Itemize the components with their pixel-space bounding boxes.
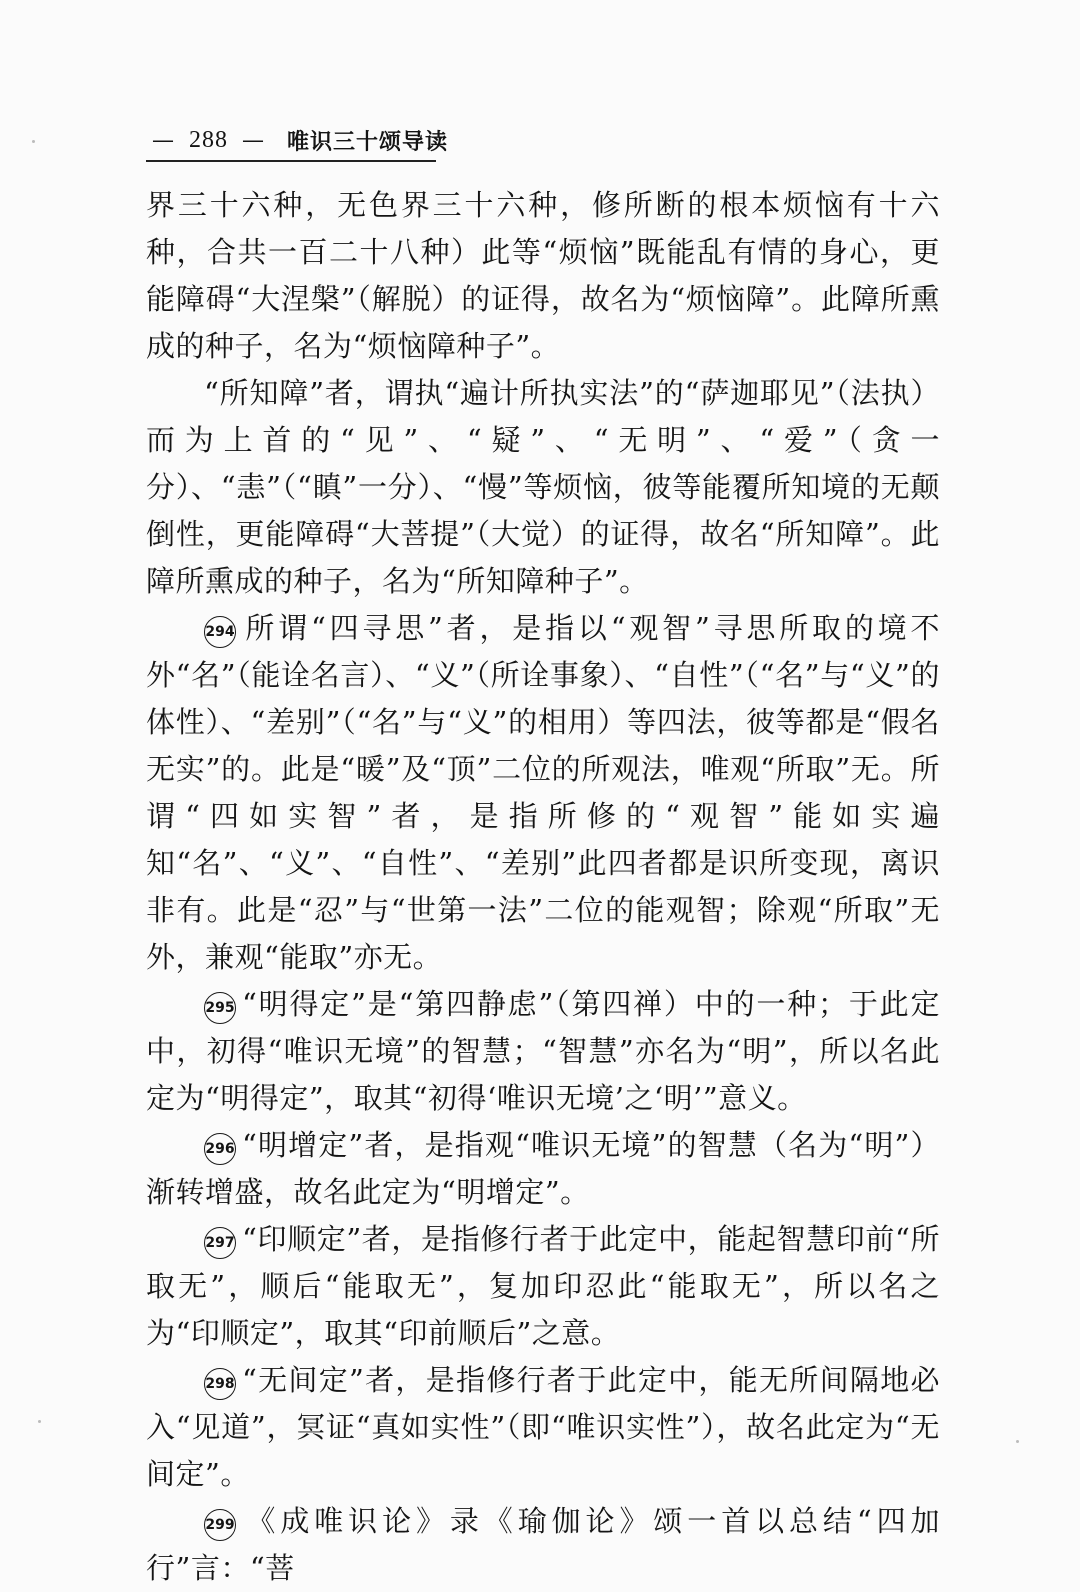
note-text: “明增定”者，是指观“唯识无境”的智慧（名为“明”）渐转增盛，故名此定为“明增定”。 [146, 1128, 940, 1209]
scan-speck [38, 1420, 41, 1423]
note-number-badge: 295 [204, 992, 236, 1024]
paragraph-continued [146, 182, 940, 370]
note-number-badge: 296 [204, 1133, 236, 1165]
book-title: 唯识三十颂导读 [287, 129, 449, 155]
note-text: “无间定”者，是指修行者于此定中，能无所间隔地必入“见道”，冥证“真如实性”（即“唯识实性”），故名此定为“无间定”。 [146, 1363, 940, 1491]
note-text: 《成唯识论》录《瑜伽论》颂一首以总结“四加行”言：“菩 [146, 1504, 940, 1585]
note-number-badge: 298 [204, 1368, 236, 1400]
note-number-badge: 297 [204, 1227, 236, 1259]
note-299 [146, 1498, 940, 1592]
header-rule [146, 160, 436, 162]
note-297 [146, 1216, 940, 1357]
note-295 [146, 981, 940, 1122]
note-text: “印顺定”者，是指修行者于此定中，能起智慧印前“所取无”，顺后“能取无”，复加印忍此“能取无”，所以名之为“印顺定”，取其“印前顺后”之意。 [146, 1222, 940, 1350]
page-number: 288 [189, 126, 228, 153]
running-header [146, 124, 448, 156]
note-298 [146, 1357, 940, 1498]
note-text: “明得定”是“第四静虑”（第四禅）中的一种；于此定中，初得“唯识无境”的智慧；“智慧”亦名为“明”，所以名此定为“明得定”，取其“初得‘唯识无境’之‘明’”意义。 [146, 987, 940, 1115]
note-number-badge: 294 [204, 616, 236, 648]
paragraph-text: “所知障”者，谓执“遍计所执实法”的“萨迦耶见”（法执）而为上首的“见”、“疑”、“无明”、“爱”（贪一分）、“恚”（“瞋”一分）、“慢”等烦恼，彼等能覆所知境的无颠倒性，更能障碍“大菩提”（大觉）的证得，故名“所知障”。此障所熏成的种子，名为“所知障种子”。 [146, 376, 940, 598]
paragraph [146, 370, 940, 605]
scan-speck [32, 140, 35, 143]
header-dash-right: — [242, 127, 265, 153]
body-text [146, 182, 940, 1592]
note-296 [146, 1122, 940, 1216]
note-text: 所谓“四寻思”者，是指以“观智”寻思所取的境不外“名”（能诠名言）、“义”（所诠事象）、“自性”（“名”与“义”的体性）、“差别”（“名”与“义”的相用）等四法，彼等都是“假名无实”的。此是“暖”及“顶”二位的所观法，唯观“所取”无。所谓“四如实智”者，是指所修的“观智”能如实遍知“名”、“义”、“自性”、“差别”此四者都是识所变现，离识非有。此是“忍”与“世第一法”二位的能观智；除观“所取”无外，兼观“能取”亦无。 [146, 611, 940, 974]
note-number-badge: 299 [204, 1509, 236, 1541]
paragraph-text: 界三十六种，无色界三十六种，修所断的根本烦恼有十六种，合共一百二十八种）此等“烦恼”既能乱有情的身心，更能障碍“大涅槃”（解脱）的证得，故名为“烦恼障”。此障所熏成的种子，名为“烦恼障种子”。 [146, 188, 940, 363]
note-294 [146, 605, 940, 981]
scan-speck [1016, 1440, 1019, 1443]
header-dash-left: — [152, 127, 175, 153]
